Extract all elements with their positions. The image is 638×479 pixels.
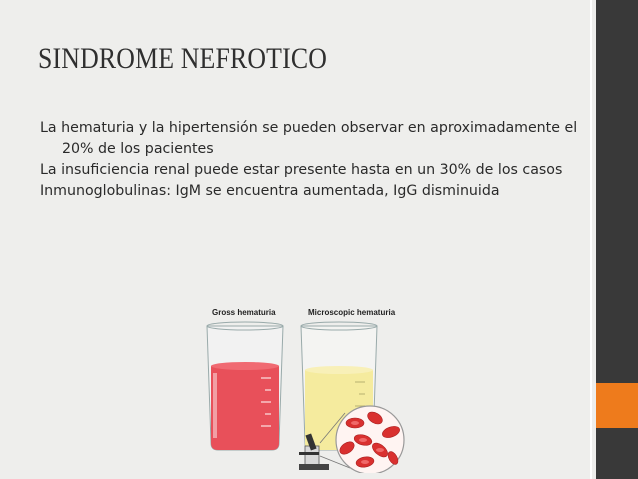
microscopic-hematuria-label: Microscopic hematuria xyxy=(308,308,396,317)
bullet-renal-failure: La insuficiencia renal puede estar presente hasta en un 30% de los casos xyxy=(40,162,563,178)
gross-hematuria-label: Gross hematuria xyxy=(212,308,276,317)
bullet-hematuria: La hematuria y la hipertensión se pueden observar en aproximadamente el 20% de los pacientes xyxy=(40,120,578,157)
gross-beaker xyxy=(207,322,283,450)
hematuria-illustration xyxy=(195,298,410,473)
sidebar-divider xyxy=(590,0,592,479)
accent-block xyxy=(596,383,638,428)
beakers-svg xyxy=(195,298,410,473)
bullet-list xyxy=(40,118,580,202)
bullet-immunoglobulins: Inmunoglobulinas: IgM se encuentra aumentada, IgG disminuida xyxy=(40,183,500,199)
slide-title: SINDROME NEFROTICO xyxy=(38,42,328,75)
